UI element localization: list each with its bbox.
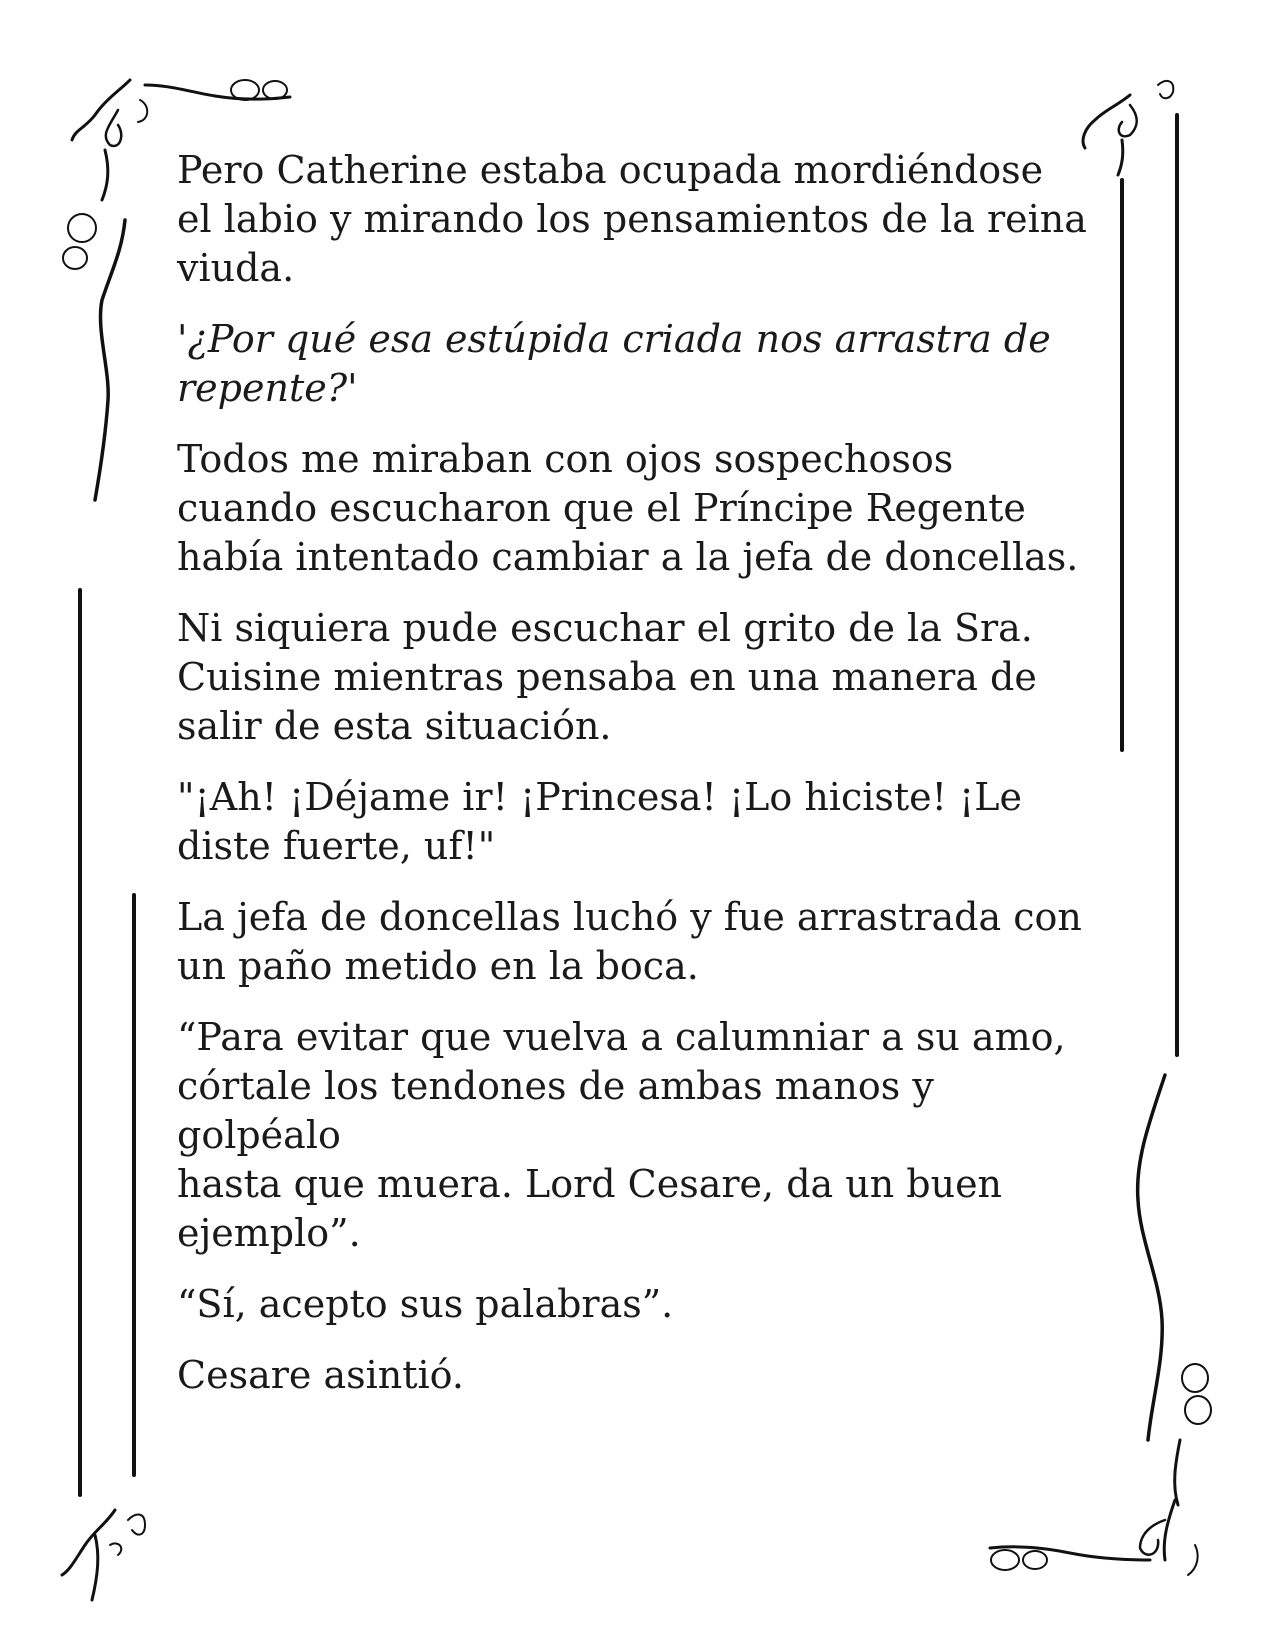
paragraph-6: La jefa de doncellas luchó y fue arrastrada con un paño metido en la boca. [177, 895, 1082, 988]
paragraph-7-dialogue: “Para evitar que vuelva a calumniar a su amo, córtale los tendones de ambas manos y golpéalo hasta que muera. Lord Cesare, da un buen ejemplo”. [177, 1015, 1066, 1255]
paragraph-5-dialogue: "¡Ah! ¡Déjame ir! ¡Princesa! ¡Lo hiciste! ¡Le diste fuerte, uf!" [177, 775, 1022, 868]
paragraph-3: Todos me miraban con ojos sospechosos cuando escucharon que el Príncipe Regente había intentado cambiar a la jefa de doncellas. [177, 437, 1079, 579]
paragraph-2-thought: '¿Por qué esa estúpida criada nos arrastra de repente?' [177, 317, 1051, 410]
bottom-left-flourish-icon [62, 1510, 145, 1600]
paragraph-9: Cesare asintió. [177, 1353, 464, 1397]
paragraph-4: Ni siquiera pude escuchar el grito de la Sra. Cuisine mientras pensaba en una manera de salir de esta situación. [177, 606, 1037, 748]
paragraph-1: Pero Catherine estaba ocupada mordiéndose el labio y mirando los pensamientos de la reina viuda. [177, 148, 1087, 290]
story-text [177, 146, 1097, 1422]
paragraph-8-dialogue: “Sí, acepto sus palabras”. [177, 1282, 674, 1326]
